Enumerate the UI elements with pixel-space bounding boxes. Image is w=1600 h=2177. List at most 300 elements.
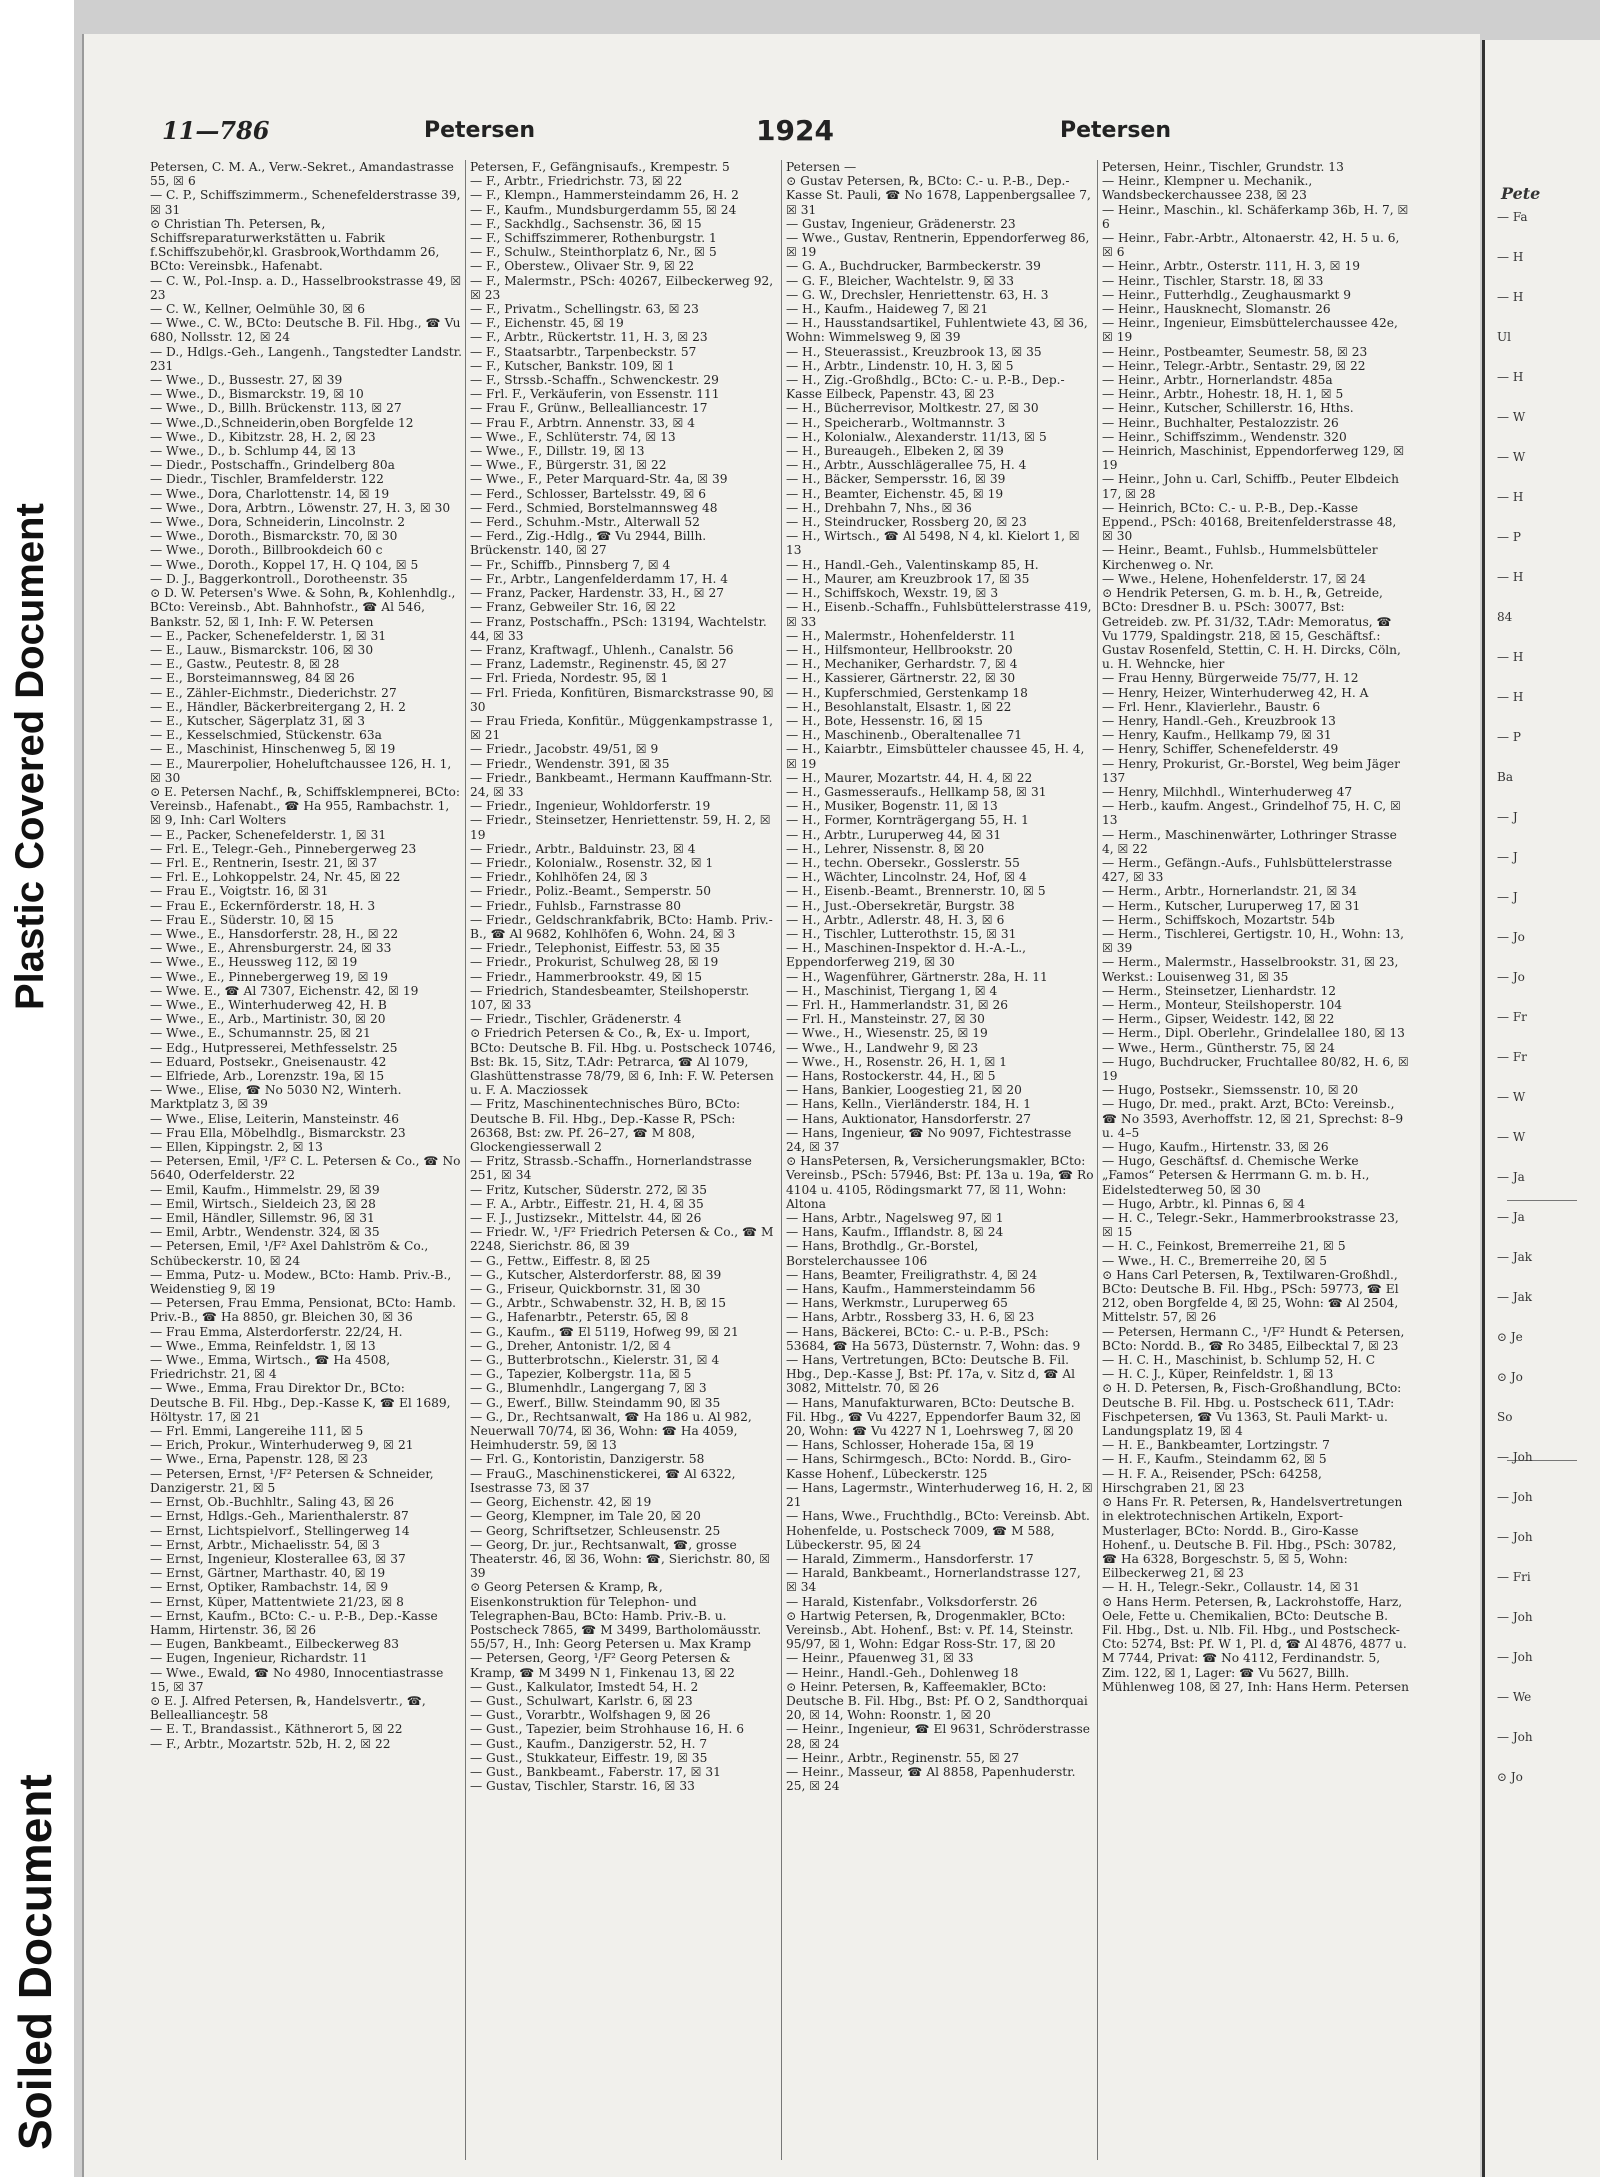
directory-entry: — Emil, Wirtsch., Sieldeich 23, ☒ 28: [150, 1196, 376, 1211]
directory-entry: ⊙ Christian Th. Petersen, ℞, Schiffsreparaturwerkstätten u. Fabrik f.Schiffszubehör,kl. Grasbrook,Worthdamm 26, BCto: Vereinsbk., Hafenabt.: [150, 216, 440, 274]
directory-entry: — Frl. H., Hammerlandstr. 31, ☒ 26: [786, 997, 1009, 1012]
directory-entry: — H., Besohlanstalt, Elsastr. 1, ☒ 22: [786, 699, 1012, 714]
directory-entry: — Friedr., Telephonist, Eiffestr. 53, ☒ 35: [470, 941, 721, 956]
directory-entry: — Fr., Arbtr., Langenfelderdamm 17, H. 4: [470, 571, 729, 586]
directory-entry: — Harald, Zimmerm., Hansdorferstr. 17: [786, 1551, 1034, 1566]
directory-entry: — H., Maschinist, Tiergang 1, ☒ 4: [786, 983, 998, 998]
directory-entry: — Wwe., Emma, Reinfeldstr. 1, ☒ 13: [150, 1338, 376, 1353]
directory-entry: — Georg, Eichenstr. 42, ☒ 19: [470, 1495, 652, 1510]
directory-entry: — Friedr., Arbtr., Balduinstr. 23, ☒ 4: [470, 841, 696, 856]
directory-entry: — E., Borsteimannsweg, 84 ☒ 26: [150, 671, 355, 686]
directory-entry: — Wwe., E., Heussweg 112, ☒ 19: [150, 955, 358, 970]
directory-entry: — Wwe., Emma, Wirtsch., ☎ Ha 4508, Friedrichstr. 21, ☒ 4: [150, 1353, 391, 1382]
directory-entry: — Hans, Arbtr., Nagelsweg 97, ☒ 1: [786, 1211, 1004, 1226]
directory-entry: — F., Schulw., Steinthorplatz 6, Nr., ☒ 5: [470, 245, 717, 260]
directory-entry: — Petersen, Emil, ¹/F² Axel Dahlström & Co., Schübeckerstr. 10, ☒ 24: [150, 1239, 429, 1268]
directory-entry: — Hugo, Buchdrucker, Fruchtallee 80/82, H. 6, ☒ 19: [1102, 1054, 1409, 1083]
directory-entry: — Ernst, Ingenieur, Klosterallee 63, ☒ 37: [150, 1551, 406, 1566]
edge-fragment: — Joh: [1497, 1730, 1533, 1744]
directory-entry: — Heinr., Klempner u. Mechanik., Wandsbeckerchaussee 238, ☒ 23: [1102, 174, 1313, 203]
directory-entry: — Frl. Emmi, Langereihe 111, ☒ 5: [150, 1424, 364, 1439]
directory-entry: — H., Steuerassist., Kreuzbrook 13, ☒ 35: [786, 344, 1042, 359]
directory-entry: — Gustav, Ingenieur, Grädenerstr. 23: [786, 216, 1016, 231]
edge-fragment: — Fr: [1497, 1010, 1527, 1024]
directory-entry: — Ernst, Küper, Mattentwiete 21/23, ☒ 8: [150, 1594, 404, 1609]
directory-entry: — Wwe., Dora, Charlottenstr. 14, ☒ 19: [150, 486, 390, 501]
directory-entry: — Petersen, Ernst, ¹/F² Petersen & Schneider, Danzigerstr. 21, ☒ 5: [150, 1466, 434, 1495]
directory-entry: — Frau Ella, Möbelhdlg., Bismarckstr. 23: [150, 1125, 406, 1140]
directory-entry: — H. C., Feinkost, Bremerreihe 21, ☒ 5: [1102, 1239, 1346, 1254]
directory-entry: — Petersen, Hermann C., ¹/F² Hundt & Petersen, BCto: Nordd. B., ☎ Ro 3485, Eilbecktal 7, ☒ 23: [1102, 1324, 1405, 1353]
directory-entry: — Heinr., Ingenieur, Eimsbüttelerchaussee 42e, ☒ 19: [1102, 316, 1398, 345]
directory-entry: — Heinr., Pfauenweg 31, ☒ 33: [786, 1651, 974, 1666]
directory-entry: — E., Packer, Schenefelderstr. 1, ☒ 31: [150, 827, 387, 842]
directory-entry: — H., Eisenb.-Schaffn., Fuhlsbüttelerstrasse 419, ☒ 33: [786, 600, 1092, 629]
directory-entry: — Wwe., Gustav, Rentnerin, Eppendorferweg 86, ☒ 19: [786, 231, 1090, 260]
directory-entry: — Heinr., Masseur, ☎ Al 8858, Papenhuderstr. 25, ☒ 24: [786, 1764, 1076, 1794]
directory-entry: — Wwe., Herm., Güntherstr. 75, ☒ 24: [1102, 1040, 1335, 1055]
edge-fragment: ⊙ Je: [1497, 1330, 1523, 1344]
directory-entry: — Gust., Kalkulator, Imstedt 54, H. 2: [470, 1679, 699, 1694]
directory-entry: ⊙ Hendrik Petersen, G. m. b. H., ℞, Getreide, BCto: Dresdner B. u. PSch: 30077, Bst: Getreideb. zw. Pf. 31/32, T.Adr: Memoratus, ☎ Vu 1779, Spaldingstr. 218, ☒ 15, Geschäftsf.: Gustav Rosenfeld, Stettin, C. H. H. Dircks, Cöln, u. H. Wehncke, hier: [1102, 586, 1401, 672]
directory-entry: — Hans, Schlosser, Hoherade 15a, ☒ 19: [786, 1438, 1034, 1453]
directory-entry: — H., Maschinen-Inspektor d. H.-A.-L., Eppendorferweg 219, ☒ 30: [786, 941, 1026, 970]
directory-entry: — Hugo, Postsekr., Siemssenstr. 10, ☒ 20: [1102, 1083, 1359, 1098]
directory-entry: — Wwe., D., Billh. Brückenstr. 113, ☒ 27: [150, 401, 402, 416]
directory-entry: — Ernst, Kaufm., BCto: C.- u. P.-B., Dep.-Kasse Hamm, Hirtenstr. 36, ☒ 26: [150, 1608, 438, 1637]
directory-entry: — Herm., Schiffskoch, Mozartstr. 54b: [1102, 912, 1335, 927]
edge-fragment: So: [1497, 1410, 1513, 1424]
directory-entry: — Herm., Gefängn.-Aufs., Fuhlsbüttelerstrasse 427, ☒ 33: [1102, 855, 1393, 885]
directory-entry: — Hans, Kelln., Vierländerstr. 184, H. 1: [786, 1097, 1031, 1112]
directory-entry: — Emil, Kaufm., Himmelstr. 29, ☒ 39: [150, 1182, 380, 1197]
edge-fragment: Ba: [1497, 770, 1513, 784]
directory-entry: — Wwe., H. C., Bremerreihe 20, ☒ 5: [1102, 1253, 1328, 1268]
edge-fragment: — Fa: [1497, 210, 1528, 224]
directory-entry: — Heinr., Hausknecht, Slomanstr. 26: [1102, 302, 1331, 317]
directory-entry: — H., Kupferschmied, Gerstenkamp 18: [786, 685, 1028, 700]
directory-entry: — Frau E., Süderstr. 10, ☒ 15: [150, 912, 334, 927]
directory-entry: — F., Eichenstr. 45, ☒ 19: [470, 316, 624, 331]
directory-entry: — Hans, Manufakturwaren, BCto: Deutsche B. Fil. Hbg., ☎ Vu 4227, Eppendorfer Baum 32, ☒ 20, Wohn: ☎ Vu 4227 N 1, Loehrsweg 7, ☒ 20: [786, 1395, 1082, 1439]
directory-entry: — Friedr., Bankbeamt., Hermann Kauffmann-Str. 24, ☒ 33: [470, 770, 773, 799]
directory-entry: ⊙ Georg Petersen & Kramp, ℞, Eisenkonstruktion für Telephon- und Telegraphen-Bau, BCto: Hamb. Priv.-B. u. Postscheck 7865, ☎ M 3499, Bartholomäusstr. 55/57, H., Inh: Georg Petersen u. Max Kramp: [470, 1580, 762, 1652]
directory-entry: — Hans, Beamter, Freiligrathstr. 4, ☒ 24: [786, 1267, 1038, 1282]
directory-entry: — Herm., Monteur, Steilshoperstr. 104: [1102, 997, 1342, 1012]
directory-entry: — G., Ewerf., Billw. Steindamm 90, ☒ 35: [470, 1395, 721, 1410]
edge-fragment: — Joh: [1497, 1610, 1533, 1624]
directory-entry: — Georg, Schriftsetzer, Schleusenstr. 25: [470, 1523, 721, 1538]
directory-entry: — Wwe., Dora, Schneiderin, Lincolnstr. 2: [150, 515, 406, 530]
directory-entry: — Ferd., Schuhm.-Mstr., Alterwall 52: [470, 515, 700, 530]
directory-entry: — Friedr. W., ¹/F² Friedrich Petersen & Co., ☎ M 2248, Sierichstr. 86, ☒ 39: [470, 1225, 774, 1254]
edge-fragment: ⊙ Jo: [1497, 1770, 1523, 1784]
directory-entry: — H., Musiker, Bogenstr. 11, ☒ 13: [786, 799, 998, 814]
running-head-left: Petersen: [424, 118, 536, 143]
directory-entry: — Heinr., Fabr.-Arbtr., Altonaerstr. 42, H. 5 u. 6, ☒ 6: [1102, 231, 1400, 260]
edge-fragment: 84: [1497, 610, 1513, 624]
directory-entry: — F., Arbtr., Mozartstr. 52b, H. 2, ☒ 22: [150, 1736, 391, 1751]
directory-entry: — Hans, Ingenieur, ☎ No 9097, Fichtestrasse 24, ☒ 37: [786, 1125, 1072, 1155]
directory-entry: — Henry, Schiffer, Schenefelderstr. 49: [1102, 742, 1339, 757]
directory-entry: — Frau F., Grünw., Bellealliancestr. 17: [470, 401, 708, 416]
directory-entry: — Wwe., Emma, Frau Direktor Dr., BCto: Deutsche B. Fil. Hbg., Dep.-Kasse K, ☎ El 1689, Höltystr. 17, ☒ 21: [150, 1381, 451, 1424]
directory-entry: — H., Lehrer, Nissenstr. 8, ☒ 20: [786, 841, 985, 856]
edge-fragment: — Joh: [1497, 1530, 1533, 1544]
directory-entry: — Gustav, Tischler, Starstr. 16, ☒ 33: [470, 1779, 695, 1794]
directory-entry: ⊙ D. W. Petersen's Wwe. & Sohn, ℞, Kohlenhdlg., BCto: Vereinsb., Abt. Bahnhofstr., ☎ Al 546, Bankstr. 52, ☒ 1, Inh: F. W. Petersen: [150, 586, 456, 629]
directory-entry: — Petersen, Frau Emma, Pensionat, BCto: Hamb. Priv.-B., ☎ Ha 8850, gr. Bleichen 30, ☒ 36: [150, 1296, 457, 1325]
directory-entry: — H., Wirtsch., ☎ Al 5498, N 4, kl. Kielort 1, ☒ 13: [786, 529, 1080, 558]
directory-entry: — Wwe., Helene, Hohenfelderstr. 17, ☒ 24: [1102, 571, 1366, 586]
directory-entry: — H., Kaufm., Haideweg 7, ☒ 21: [786, 302, 989, 317]
directory-entry: — Frl. F., Verkäuferin, von Essenstr. 111: [470, 387, 720, 402]
directory-entry: — Hans, Bankier, Loogestieg 21, ☒ 20: [786, 1083, 1022, 1098]
directory-entry: — Hugo, Geschäftsf. d. Chemische Werke „Famos“ Petersen & Herrmann G. m. b. H., Eidelstedterweg 50, ☒ 30: [1102, 1154, 1370, 1197]
directory-entry: — E., Maurerpolier, Hoheluftchaussee 126, H. 1, ☒ 30: [150, 756, 452, 785]
directory-entry: — Heinr., Handl.-Geh., Dohlenweg 18: [786, 1665, 1019, 1680]
directory-entry: ⊙ Gustav Petersen, ℞, BCto: C.- u. P.-B., Dep.-Kasse St. Pauli, ☎ No 1678, Lappenbergsallee 7, ☒ 31: [786, 174, 1091, 217]
directory-entry: — Frl. Henr., Klavierlehr., Baustr. 6: [1102, 699, 1321, 714]
directory-entry: — F., Kutscher, Bankstr. 109, ☒ 1: [470, 358, 675, 373]
directory-entry: — Fritz, Kutscher, Süderstr. 272, ☒ 35: [470, 1182, 708, 1197]
edge-fragment: — Ja: [1497, 1210, 1525, 1224]
directory-entry: — Herm., Maschinenwärter, Lothringer Strasse 4, ☒ 22: [1102, 827, 1397, 856]
directory-entry: — Heinr., Buchhalter, Pestalozzistr. 26: [1102, 415, 1339, 430]
directory-entry: — G., Blumenhdlr., Langergang 7, ☒ 3: [470, 1381, 707, 1396]
directory-entry: — Wwe., D., Kibitzstr. 28, H. 2, ☒ 23: [150, 429, 376, 444]
directory-entry: — Hans, Kaufm., Ifflandstr. 8, ☒ 24: [786, 1225, 1004, 1240]
directory-entry: — H., Kaiarbtr., Eimsbütteler chaussee 45, H. 4, ☒ 19: [786, 742, 1085, 771]
directory-entry: — H., Wagenführer, Gärtnerstr. 28a, H. 11: [786, 969, 1048, 984]
edge-fragment: — W: [1497, 410, 1526, 424]
directory-entry: — Friedr., Ingenieur, Wohldorferstr. 19: [470, 799, 711, 814]
directory-entry: — H., Arbtr., Adlerstr. 48, H. 3, ☒ 6: [786, 912, 1005, 927]
directory-entry: — H., Arbtr., Luruperweg 44, ☒ 31: [786, 827, 1002, 842]
directory-entry: — Ferd., Schmied, Borstelmannsweg 48: [470, 500, 718, 515]
directory-entry: — Henry, Kaufm., Hellkamp 79, ☒ 31: [1102, 728, 1332, 743]
directory-entry: — Emma, Putz- u. Modew., BCto: Hamb. Priv.-B., Weidenstieg 9, ☒ 19: [150, 1267, 452, 1297]
directory-entry: — Harald, Bankbeamt., Hornerlandstrasse 127, ☒ 34: [786, 1566, 1081, 1595]
directory-entry: — G. A., Buchdrucker, Barmbeckerstr. 39: [786, 259, 1041, 274]
directory-entry: — F., Schiffszimmerer, Rothenburgstr. 1: [470, 231, 717, 246]
directory-entry: — G. W., Drechsler, Henriettenstr. 63, H. 3: [786, 287, 1049, 302]
directory-entry: — E., Kesselschmied, Stückenstr. 63a: [150, 728, 382, 743]
directory-entry: — Gust., Schulwart, Karlstr. 6, ☒ 23: [470, 1693, 693, 1708]
directory-entry: — Wwe., H., Wiesenstr. 25, ☒ 19: [786, 1026, 988, 1041]
directory-entry: — Frl. E., Telegr.-Geh., Pinnebergerweg 23: [150, 841, 417, 856]
directory-entry: — Herm., Malermstr., Hasselbrookstr. 31, ☒ 23, Werkst.: Louisenweg 31, ☒ 35: [1102, 955, 1399, 984]
directory-entry: — G., Dr., Rechtsanwalt, ☎ Ha 186 u. Al 982, Neuerwall 70/74, ☒ 36, Wohn: ☎ Ha 4059, Heimhuderstr. 59, ☒ 13: [470, 1409, 752, 1453]
edge-fragment: — Joh: [1497, 1490, 1533, 1504]
edge-fragment: — W: [1497, 1130, 1526, 1144]
edge-fragment: — H: [1497, 650, 1524, 664]
directory-entry: — Hans, Arbtr., Rossberg 33, H. 6, ☒ 23: [786, 1310, 1035, 1325]
directory-entry: — Franz, Packer, Hardenstr. 33, H., ☒ 27: [470, 586, 724, 601]
directory-entry: ⊙ H. D. Petersen, ℞, Fisch-Großhandlung, BCto: Deutsche B. Fil. Hbg. u. Postscheck 611, T.Adr: Fischpetersen, ☎ Vu 1363, St. Pauli Markt- u. Landungsplatz 19, ☒ 4: [1102, 1381, 1402, 1439]
directory-entry: — Hugo, Arbtr., kl. Pinnas 6, ☒ 4: [1102, 1196, 1306, 1211]
directory-entry: — Herm., Dipl. Oberlehr., Grindelallee 180, ☒ 13: [1102, 1026, 1405, 1041]
edge-fragment: — H: [1497, 690, 1524, 704]
directory-entry: — Ferd., Zig.-Hdlg., ☎ Vu 2944, Billh. Brückenstr. 140, ☒ 27: [470, 529, 707, 558]
directory-entry: — Heinr., Futterhdlg., Zeughausmarkt 9: [1102, 287, 1351, 302]
directory-entry: — G., Arbtr., Schwabenstr. 32, H. B, ☒ 15: [470, 1296, 727, 1311]
directory-entry: — Hans, Schirmgesch., BCto: Nordd. B., Giro-Kasse Hohenf., Lübeckerstr. 125: [786, 1452, 1072, 1481]
edge-fragment: — J: [1497, 810, 1518, 824]
directory-entry: — E., Gastw., Peutestr. 8, ☒ 28: [150, 657, 340, 672]
directory-entry: — F., Strssb.-Schaffn., Schwenckestr. 29: [470, 373, 719, 388]
directory-entry: — H., Arbtr., Ausschlägerallee 75, H. 4: [786, 458, 1027, 473]
directory-entry: — Heinr., Arbtr., Reginenstr. 55, ☒ 27: [786, 1750, 1020, 1765]
directory-entry: — Wwe., E., Winterhuderweg 42, H. B: [150, 997, 387, 1012]
directory-entry: ⊙ E. J. Alfred Petersen, ℞, Handelsvertr., ☎, Belleallianceştr. 58: [150, 1693, 426, 1723]
directory-entry: — Heinr., John u. Carl, Schiffb., Peuter Elbdeich 17, ☒ 28: [1102, 472, 1399, 501]
directory-entry: — Frl. Frieda, Nordestr. 95, ☒ 1: [470, 671, 669, 686]
directory-entry: — G., Butterbrotschn., Kielerstr. 31, ☒ 4: [470, 1353, 720, 1368]
directory-entry: — F., Arbtr., Rückertstr. 11, H. 3, ☒ 23: [470, 330, 708, 345]
directory-entry: — Georg, Dr. jur., Rechtsanwalt, ☎, grosse Theaterstr. 46, ☒ 36, Wohn: ☎, Sierichstr. 80, ☒ 39: [470, 1537, 771, 1581]
directory-entry: — Wwe., Doroth., Billbrookdeich 60 c: [150, 543, 383, 558]
adjacent-page-head: Pete: [1501, 184, 1541, 203]
directory-entry: — Wwe., Elise, ☎ No 5030 N2, Winterh. Marktplatz 3, ☒ 39: [150, 1083, 402, 1112]
directory-entry: — F. A., Arbtr., Eiffestr. 21, H. 4, ☒ 35: [470, 1196, 704, 1211]
directory-entry: — Gust., Vorarbtr., Wolfshagen 9, ☒ 26: [470, 1708, 711, 1723]
directory-entry: — Frl. E., Lohkoppelstr. 24, Nr. 45, ☒ 22: [150, 870, 401, 885]
edge-fragment: — Jo: [1497, 930, 1525, 944]
directory-entry: Petersen, F., Gefängnisaufs., Krempestr. 5: [470, 160, 730, 174]
directory-entry: — G., Hafenarbtr., Peterstr. 65, ☒ 8: [470, 1310, 689, 1325]
directory-entry: ⊙ Hans Carl Petersen, ℞, Textilwaren-Großhdl., BCto: Deutsche B. Fil. Hbg., PSch: 59773, ☎ El 212, oben Borgfelde 4, ☒ 25, Wohn: ☎ Al 2504, Mittelstr. 57, ☒ 26: [1102, 1267, 1399, 1325]
directory-entry: — Friedr., Hammerbrookstr. 49, ☒ 15: [470, 969, 703, 984]
left-sidebar-strip: [0, 0, 74, 2177]
directory-entry: — F., Oberstew., Olivaer Str. 9, ☒ 22: [470, 259, 695, 274]
directory-entry: — Franz, Kraftwagf., Uhlenh., Canalstr. 56: [470, 642, 734, 657]
edge-fragment: — H: [1497, 370, 1524, 384]
directory-entry: — Wwe., Elise, Leiterin, Mansteinstr. 46: [150, 1111, 399, 1126]
directory-entry: — Wwe., Doroth., Koppel 17, H. Q 104, ☒ 5: [150, 557, 419, 572]
directory-entry: — Franz, Lademstr., Reginenstr. 45, ☒ 27: [470, 657, 727, 672]
directory-entry: — C. P., Schiffszimmerm., Schenefelderstrasse 39, ☒ 31: [150, 188, 461, 217]
directory-entry: — E. T., Brandassist., Käthnerort 5, ☒ 22: [150, 1722, 403, 1737]
directory-entry: — H., Eisenb.-Beamt., Brennerstr. 10, ☒ 5: [786, 884, 1046, 899]
directory-entry: — H., Kassierer, Gärtnerstr. 22, ☒ 30: [786, 671, 1016, 686]
directory-entry: — Wwe.,D.,Schneiderin,oben Borgfelde 12: [150, 415, 414, 430]
plastic-covered-stamp: Plastic Covered Document: [8, 503, 52, 1010]
directory-entry: — Hans, Vertretungen, BCto: Deutsche B. Fil. Hbg., Dep.-Kasse J, Bst: Pf. 17a, v. Sitz d, ☎ Al 3082, Mittelstr. 70, ☒ 26: [786, 1353, 1076, 1396]
directory-entry: — Friedr., Poliz.-Beamt., Semperstr. 50: [470, 884, 711, 899]
directory-entry: — Heinr., Tischler, Starstr. 18, ☒ 33: [1102, 273, 1324, 288]
directory-entry: — Hans, Wwe., Fruchthdlg., BCto: Vereinsb. Abt. Hohenfelde, u. Postscheck 7009, ☎ M 588, Lübeckerstr. 95, ☒ 24: [786, 1509, 1090, 1552]
directory-entry: — H. C. H., Maschinist, b. Schlump 52, H. C: [1102, 1353, 1376, 1368]
directory-entry: — H. C. J., Küper, Reinfeldstr. 1, ☒ 13: [1102, 1367, 1334, 1382]
directory-entry: — D., Hdlgs.-Geh., Langenh., Tangstedter Landstr. 231: [150, 344, 462, 373]
directory-entry: — Friedr., Geldschrankfabrik, BCto: Hamb. Priv.-B., ☎ Al 9682, Kohlhöfen 6, Wohn. 24, ☒ 3: [470, 912, 773, 941]
directory-entry: — Ellen, Kippingstr. 2, ☒ 13: [150, 1140, 323, 1155]
directory-entry: — Eugen, Bankbeamt., Eilbeckerweg 83: [150, 1637, 400, 1652]
directory-entry: — Ernst, Hdlgs.-Geh., Marienthalerstr. 87: [150, 1509, 409, 1524]
directory-entry: — G., Kutscher, Alsterdorferstr. 88, ☒ 39: [470, 1267, 722, 1282]
directory-entry: — Wwe., E., Schumannstr. 25, ☒ 21: [150, 1026, 371, 1041]
directory-entry: — Hugo, Dr. med., prakt. Arzt, BCto: Vereinsb., ☎ No 3593, Averhoffstr. 12, ☒ 21, Sprechst: 8–9 u. 4–5: [1102, 1097, 1404, 1140]
directory-entry: ⊙ Hans Herm. Petersen, ℞, Lackrohstoffe, Harz, Oele, Fette u. Chemikalien, BCto: Deutsche B. Fil. Hbg., Dst. u. Nlb. Fil. Hbg., und Postscheck-Cto: 5274, Bst: Pf. W 1, Pl. d, ☎ Al 4876, 4877 u. M 7744, Privat: ☎ No 4112, Ferdinandstr. 5, Zim. 122, ☒ 1, Lager: ☎ Vu 5627, Billh. Mühlenweg 108, ☒ 27, Inh: Hans Herm. Petersen: [1102, 1594, 1409, 1694]
directory-entry: — Heinr., Postbeamter, Seumestr. 58, ☒ 23: [1102, 344, 1368, 359]
directory-entry: — E., Maschinist, Hinschenweg 5, ☒ 19: [150, 742, 396, 757]
directory-entry: — Herm., Arbtr., Hornerlandstr. 21, ☒ 34: [1102, 884, 1357, 899]
directory-entry: — Friedr., Kolonialw., Rosenstr. 32, ☒ 1: [470, 855, 714, 870]
directory-entry: — H., Just.-Obersekretär, Burgstr. 38: [786, 898, 1015, 913]
edge-fragment: — H: [1497, 250, 1524, 264]
directory-entry: — G. F., Bleicher, Wachtelstr. 9, ☒ 33: [786, 273, 1014, 288]
directory-entry: — Wwe., E., Pinnebergerweg 19, ☒ 19: [150, 969, 388, 984]
directory-entry: — F. J., Justizsekr., Mittelstr. 44, ☒ 26: [470, 1211, 702, 1226]
edge-fragment: — P: [1497, 530, 1521, 544]
directory-entry: — Herb., kaufm. Angest., Grindelhof 75, H. C, ☒ 13: [1102, 799, 1401, 828]
directory-entry: — Heinr., Beamt., Fuhlsb., Hummelsbütteler Kirchenweg o. Nr.: [1102, 543, 1378, 572]
edge-fragment: Ul: [1497, 330, 1511, 344]
directory-entry: — Hans, Brothdlg., Gr.-Borstel, Borstelerchaussee 106: [786, 1239, 979, 1268]
adjacent-page-edge: [1482, 40, 1600, 2177]
directory-entry: — Hans, Auktionator, Hansdorferstr. 27: [786, 1111, 1031, 1126]
directory-entry: — Hans, Lagermstr., Winterhuderweg 16, H. 2, ☒ 21: [786, 1480, 1093, 1510]
directory-entry: — H., Bäcker, Sempersstr. 16, ☒ 39: [786, 472, 1006, 487]
directory-entry: — Gust., Bankbeamt., Faberstr. 17, ☒ 31: [470, 1764, 721, 1779]
directory-entry: — F., Privatm., Schellingstr. 63, ☒ 23: [470, 302, 699, 317]
edge-fragment: — P: [1497, 730, 1521, 744]
directory-entry: — H., Speicherarb., Woltmannstr. 3: [786, 415, 1006, 430]
directory-entry: — Fritz, Maschinentechnisches Büro, BCto: Deutsche B. Fil. Hbg., Dep.-Kasse R, PSch: 26368, Bst: zw. Pf. 26–27, ☎ M 808, Glockengiesserwall 2: [470, 1097, 741, 1155]
directory-entry: ⊙ HansPetersen, ℞, Versicherungsmakler, BCto: Vereinsb., PSch: 57946, Bst: Pf. 13a u. 19a, ☎ Ro 4104 u. 4105, Rödingsmarkt 77, ☒ 11, Wohn: Altona: [786, 1154, 1094, 1211]
directory-entry: — Gust., Kaufm., Danzigerstr. 52, H. 7: [470, 1736, 708, 1751]
directory-entry: — Fr., Schiffb., Pinnsberg 7, ☒ 4: [470, 557, 671, 572]
directory-entry: — Diedr., Postschaffn., Grindelberg 80a: [150, 458, 395, 473]
directory-entry: — C. W., Pol.-Insp. a. D., Hasselbrookstrasse 49, ☒ 23: [150, 273, 462, 302]
directory-entry: — C. W., Kellner, Oelmühle 30, ☒ 6: [150, 302, 365, 317]
directory-entry: — F., Staatsarbtr., Tarpenbeckstr. 57: [470, 344, 697, 359]
directory-entry: — Gust., Stukkateur, Eiffestr. 19, ☒ 35: [470, 1750, 708, 1765]
directory-entry: — H., Bücherrevisor, Moltkestr. 27, ☒ 30: [786, 401, 1039, 416]
directory-entry: — Hugo, Kaufm., Hirtenstr. 33, ☒ 26: [1102, 1140, 1329, 1155]
directory-entry: — Heinr., Ingenieur, ☎ El 9631, Schröderstrasse 28, ☒ 24: [786, 1722, 1090, 1751]
edge-fragment: ⊙ Jo: [1497, 1370, 1523, 1384]
directory-entry: — G., Dreher, Antonistr. 1/2, ☒ 4: [470, 1338, 672, 1353]
directory-entry: — H., Former, Kornträgergang 55, H. 1: [786, 813, 1029, 828]
edge-fragment: — Joh: [1497, 1650, 1533, 1664]
directory-entry: — E., Kutscher, Sägerplatz 31, ☒ 3: [150, 713, 365, 728]
directory-entry: — Wwe., D., Bismarckstr. 19, ☒ 10: [150, 387, 364, 402]
directory-entry: — Franz, Gebweiler Str. 16, ☒ 22: [470, 600, 676, 615]
directory-entry: — Wwe., C. W., BCto: Deutsche B. Fil. Hbg., ☎ Vu 680, Nollsstr. 12, ☒ 24: [150, 316, 461, 345]
directory-entry: — F., Kaufm., Mundsburgerdamm 55, ☒ 24: [470, 202, 737, 217]
directory-entry: — Ernst, Optiker, Rambachstr. 14, ☒ 9: [150, 1580, 389, 1595]
directory-entry: — H., techn. Obersekr., Gosslerstr. 55: [786, 855, 1020, 870]
page-number: 11—786: [162, 116, 270, 145]
edge-fragment: — H: [1497, 570, 1524, 584]
directory-entry: — Ferd., Schlosser, Bartelsstr. 49, ☒ 6: [470, 486, 707, 501]
directory-entry: ⊙ E. Petersen Nachf., ℞, Schiffsklempnerei, BCto: Vereinsb., Hafenabt., ☎ Ha 955, Rambachstr. 1, ☒ 9, Inh: Carl Wolters: [150, 784, 460, 828]
directory-entry: — Heinr., Arbtr., Osterstr. 111, H. 3, ☒ 19: [1102, 259, 1360, 274]
directory-entry: — Diedr., Tischler, Bramfelderstr. 122: [150, 472, 384, 487]
directory-entry: — G., Friseur, Quickbornstr. 31, ☒ 30: [470, 1282, 701, 1297]
directory-entry: — H. F., Kaufm., Steindamm 62, ☒ 5: [1102, 1452, 1327, 1467]
edge-fragment: — Jak: [1497, 1250, 1533, 1264]
directory-entry: — Friedr., Fuhlsb., Farnstrasse 80: [470, 898, 682, 913]
directory-entry: — Eugen, Ingenieur, Richardstr. 11: [150, 1651, 368, 1666]
directory-entry: — Eduard, Postsekr., Gneisenaustr. 42: [150, 1054, 387, 1069]
directory-entry: — Frau Frieda, Konfitür., Müggenkampstrasse 1, ☒ 21: [470, 713, 773, 743]
directory-entry: — Wwe., F., Peter Marquard-Str. 4a, ☒ 39: [470, 472, 728, 487]
directory-entry: — F., Malermstr., PSch: 40267, Eilbeckerweg 92, ☒ 23: [470, 273, 774, 302]
directory-entry: — Petersen, Emil, ¹/F² C. L. Petersen & Co., ☎ No 5640, Oderfelderstr. 22: [150, 1154, 461, 1183]
edge-fragment: — Jak: [1497, 1290, 1533, 1304]
directory-entry: — H., Steindrucker, Rossberg 20, ☒ 23: [786, 515, 1027, 530]
running-head-right: Petersen: [1060, 118, 1172, 143]
edge-fragment: — H: [1497, 290, 1524, 304]
edge-fragment: — Ja: [1497, 1170, 1525, 1184]
directory-entry: — Hans, Bäckerei, BCto: C.- u. P.-B., PSch: 53684, ☎ Ha 5673, Düsternstr. 7, Wohn: das. 9: [786, 1324, 1081, 1353]
edge-fragment: — Fri: [1497, 1570, 1531, 1584]
edge-divider: [1507, 1200, 1577, 1201]
directory-entry: — Wwe., H., Rosenstr. 26, H. 1, ☒ 1: [786, 1054, 1008, 1069]
directory-entry: — Ernst, Ob.-Buchhltr., Saling 43, ☒ 26: [150, 1495, 395, 1510]
edge-fragment: — Joh: [1497, 1450, 1533, 1464]
directory-entry: — Wwe., Ewald, ☎ No 4980, Innocentiastrasse 15, ☒ 37: [150, 1665, 444, 1694]
directory-entry: — Henry, Milchhdl., Winterhuderweg 47: [1102, 784, 1353, 799]
soiled-document-stamp: Soiled Document: [9, 1774, 61, 2150]
directory-entry: — Henry, Heizer, Winterhuderweg 42, H. A: [1102, 685, 1369, 700]
directory-entry: — Friedr., Tischler, Grädenerstr. 4: [470, 1012, 682, 1027]
directory-entry: — G., Fettw., Eiffestr. 8, ☒ 25: [470, 1253, 651, 1268]
directory-entry: — H. C., Telegr.-Sekr., Hammerbrookstrasse 23, ☒ 15: [1102, 1211, 1399, 1240]
directory-entry: — Elfriede, Arb., Lorenzstr. 19a, ☒ 15: [150, 1069, 385, 1083]
edge-fragment: — Fr: [1497, 1050, 1527, 1064]
directory-entry: — Frau F., Arbtrn. Annenstr. 33, ☒ 4: [470, 415, 696, 430]
directory-entry: — H., Handl.-Geh., Valentinskamp 85, H.: [786, 557, 1039, 572]
directory-entry: — Wwe., H., Landwehr 9, ☒ 23: [786, 1040, 979, 1055]
directory-entry: — H., Hilfsmonteur, Hellbrookstr. 20: [786, 642, 1013, 657]
directory-entry: — H. H., Telegr.-Sekr., Collaustr. 14, ☒ 31: [1102, 1580, 1361, 1595]
directory-entry: — Heinrich, Maschinist, Eppendorferweg 129, ☒ 19: [1102, 444, 1405, 473]
directory-entry: — Herm., Tischlerei, Gertigstr. 10, H., Wohn: 13, ☒ 39: [1102, 926, 1405, 956]
directory-entry: — Emil, Händler, Sillemstr. 96, ☒ 31: [150, 1211, 375, 1226]
directory-entry: — H., Drehbahn 7, Nhs., ☒ 36: [786, 500, 972, 515]
directory-entry: — Friedr., Prokurist, Schulweg 28, ☒ 19: [470, 955, 719, 970]
directory-entry: Petersen, C. M. A., Verw.-Sekret., Amandastrasse 55, ☒ 6: [150, 160, 454, 189]
directory-entry: — Edg., Hutpresserei, Methfesselstr. 25: [150, 1040, 398, 1055]
directory-entry: — Ernst, Arbtr., Michaelisstr. 54, ☒ 3: [150, 1537, 380, 1552]
edge-fragment: — J: [1497, 850, 1518, 864]
directory-entry: — H. F. A., Reisender, PSch: 64258, Hirschgraben 21, ☒ 23: [1102, 1466, 1322, 1495]
directory-entry: — Gust., Tapezier, beim Strohhause 16, H. 6: [470, 1722, 744, 1737]
directory-entry: — Heinr., Schiffszimm., Wendenstr. 320: [1102, 429, 1347, 444]
year-heading: 1924: [756, 114, 834, 147]
directory-entry: — Ernst, Gärtner, Marthastr. 40, ☒ 19: [150, 1566, 386, 1581]
directory-entry: ⊙ Hartwig Petersen, ℞, Drogenmakler, BCto: Vereinsb., Abt. Hohenf., Bst: v. Pf. 14, Steinstr. 95/97, ☒ 1, Wohn: Edgar Ross-Str. 17, ☒ 20: [786, 1608, 1074, 1652]
directory-entry: — Frau Emma, Alsterdorferstr. 22/24, H.: [150, 1324, 403, 1339]
directory-entry: — H., Beamter, Eichenstr. 45, ☒ 19: [786, 486, 1004, 501]
directory-entry: — Frl. Frieda, Konfitüren, Bismarckstrasse 90, ☒ 30: [470, 685, 774, 714]
directory-entry: — Wwe., E., Hansdorferstr. 28, H., ☒ 22: [150, 926, 399, 941]
edge-fragment: — We: [1497, 1690, 1532, 1704]
directory-entry: — Frl. E., Rentnerin, Isestr. 21, ☒ 37: [150, 855, 378, 870]
directory-entry: — Wwe., E., Arb., Martinistr. 30, ☒ 20: [150, 1012, 386, 1027]
directory-entry: — Frl. G., Kontoristin, Danzigerstr. 58: [470, 1452, 705, 1467]
directory-entry: — E., Händler, Bäckerbreitergang 2, H. 2: [150, 699, 406, 714]
directory-entry: — H., Bureaugeh., Elbeken 2, ☒ 39: [786, 444, 1004, 459]
directory-entry: — H., Wächter, Lincolnstr. 24, Hof, ☒ 4: [786, 870, 1027, 885]
directory-entry: ⊙ Hans Fr. R. Petersen, ℞, Handelsvertretungen in elektrotechnischen Artikeln, Export-Musterlager, BCto: Nordd. B., Giro-Kasse Hohenf., u. Deutsche B. Fil. Hbg., PSch: 30782, ☎ Ha 6328, Borgeschstr. 5, ☒ 5, Wohn: Eilbeckerweg 21, ☒ 23: [1102, 1495, 1403, 1581]
directory-entry: — Frl. H., Mansteinstr. 27, ☒ 30: [786, 1012, 985, 1027]
directory-entry: — E., Zähler-Eichmstr., Diederichstr. 27: [150, 685, 397, 700]
